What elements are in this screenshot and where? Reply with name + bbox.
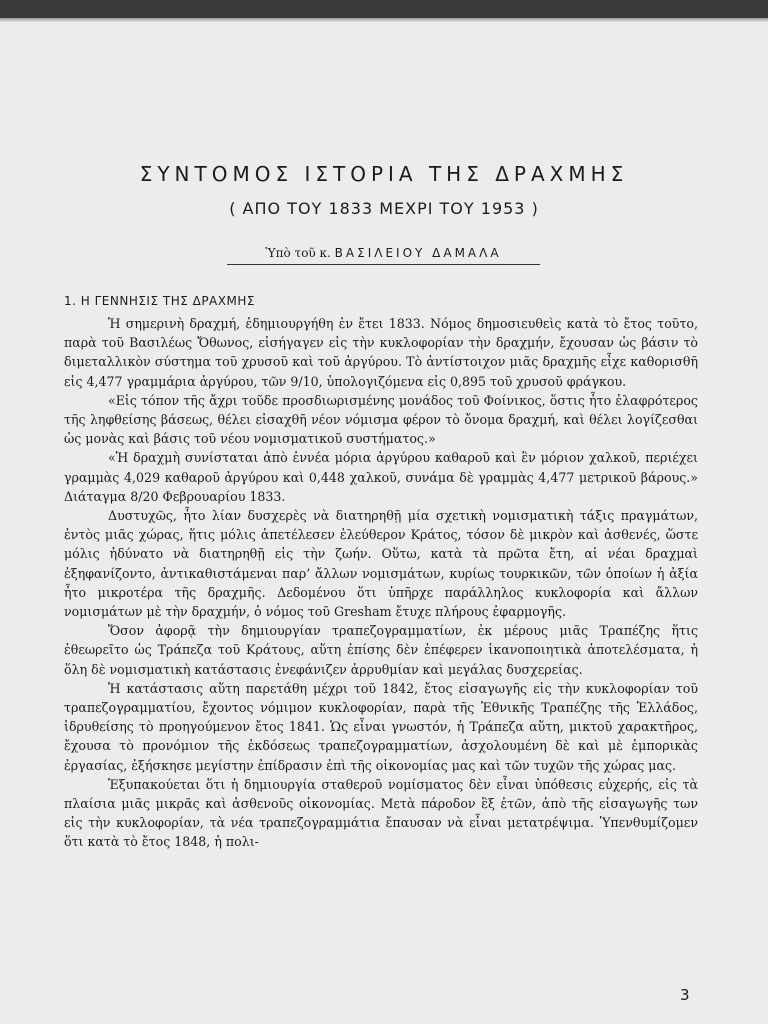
article-body xyxy=(64,314,698,852)
section-heading: 1. Η ΓΕΝΝΗΣΙΣ ΤΗΣ ΔΡΑΧΜΗΣ xyxy=(64,294,255,308)
paragraph: Δυστυχῶς, ἦτο λίαν δυσχερὲς νὰ διατηρηθῇ μία σχετικὴ νομισματικὴ τάξις πραγμάτων, ἐντὸς μιᾶς χώρας, ἥτις μόλις ἀπετέλεσεν ἐλεύθερον Κράτος, τόσον δὲ μικρὸν καὶ ἀσθενές, ὥστε μόλις ἠδύνατο νὰ διατηρηθῇ εἰς τὴν ζωήν. Οὕτω, κατὰ τὰ πρῶτα ἔτη, αἱ νέαι δραχμαὶ ἐξηφανίζοντο, ἀντικαθιστάμεναι παρ’ ἄλλων νομισμάτων, κυρίως τουρκικῶν, τῶν ὁποίων ἡ ἀξία ἦτο μικροτέρα τῆς δραχμῆς. Δεδομένου ὅτι ὑπῆρχε παράλληλος κυκλοφορία καὶ ἄλλων νομισμάτων μὲ τὴν δραχμήν, ὁ νόμος τοῦ Gresham ἔτυχε πλήρους ἐφαρμογῆς. xyxy=(64,508,698,620)
document-page xyxy=(0,22,768,1024)
paragraph: Ἡ σημερινὴ δραχμή, ἐδημιουργήθη ἐν ἔτει 1833. Νόμος δημοσιευθεὶς κατὰ τὸ ἔτος τοῦτο, παρὰ τοῦ Βασιλέως Ὄθωνος, εἰσήγαγεν εἰς τὴν κυκλοφορίαν τὴν δραχμήν, ἔχουσαν ὡς βάσιν τὸ διμεταλλικὸν σύστημα τοῦ χρυσοῦ καὶ τοῦ ἀργύρου. Τὸ ἀντίστοιχον μιᾶς δραχμῆς εἶχε καθορισθῆ εἰς 4,477 γραμμάρια ἀργύρου, τῶν 9/10, ὑπολογιζόμενα εἰς 0,895 τοῦ χρυσοῦ φράγκου. xyxy=(64,316,698,389)
scan-top-border xyxy=(0,0,768,18)
paragraph: Ὅσον ἀφορᾷ τὴν δημιουργίαν τραπεζογραμματίων, ἐκ μέρους μιᾶς Τραπέζης ἥτις ἐθεωρεῖτο ὡς Τράπεζα τοῦ Κράτους, αὕτη ἐπίσης δὲν ἐπέφερεν ἱκανοποιητικὰ ἀποτελέσματα, ἡ ὅλη δὲ νομισματικὴ κατάστασις ἐνεφάνιζεν ἀρρυθμίαν καὶ μεγάλας δυσχερείας. xyxy=(64,623,698,677)
paragraph: Ἡ κατάστασις αὕτη παρετάθη μέχρι τοῦ 1842, ἔτος εἰσαγωγῆς εἰς τὴν κυκλοφορίαν τοῦ τραπεζογραμματίου, ἔχοντος νόμιμον κυκλοφορίαν, παρὰ τῆς Ἐθνικῆς Τραπέζης τῆς Ἑλλάδος, ἱδρυθείσης τὸ προηγούμενον ἔτος 1841. Ὡς εἶναι γνωστόν, ἡ Τράπεζα αὕτη, μικτοῦ χαρακτῆρος, ἔχουσα τὸ προνόμιον τῆς ἐκδόσεως τραπεζογραμματίων, ἀσχολουμένη δὲ καὶ μὲ ἐμπορικὰς ἐργασίας, ἐξήσκησε μεγίστην ἐπίδρασιν ἐπὶ τῆς οἰκονομίας μας καὶ τῶν τυχῶν τῆς χώρας μας. xyxy=(64,680,698,773)
article-subtitle: ( ΑΠΟ ΤΟΥ 1833 ΜΕΧΡΙ ΤΟΥ 1953 ) xyxy=(229,199,539,218)
paragraph: Ἐξυπακούεται ὅτι ἡ δημιουργία σταθεροῦ νομίσματος δὲν εἶναι ὑπόθεσις εὐχερής, εἰς τὰ πλαίσια μιᾶς μικρᾶς καὶ ἀσθενοῦς οἰκονομίας. Μετὰ πάροδον ἓξ ἐτῶν, ἀπὸ τῆς εἰσαγωγῆς των εἰς τὴν κυκλοφορίαν, τὰ νέα τραπεζογραμμάτια ἔπαυσαν νὰ εἶναι μετατρέψιμα. Ὑπενθυμίζομεν ὅτι κατὰ τὸ ἔτος 1848, ἡ πολι- xyxy=(64,776,698,850)
paragraph: «Ἡ δραχμὴ συνίσταται ἀπὸ ἐννέα μόρια ἀργύρου καθαροῦ καὶ ἓν μόριον χαλκοῦ, περιέχει γραμμὰς 4,029 καθαροῦ ἀργύρου καὶ 0,448 χαλκοῦ, συνάμα δὲ γραμμὰς 4,477 μετρικοῦ βάρους.» Διάταγμα 8/20 Φεβρουαρίου 1833. xyxy=(64,450,698,504)
author-name: ΒΑΣΙΛΕΙΟΥ ΔΑΜΑΛΑ xyxy=(334,246,502,260)
paragraph: «Εἰς τόπον τῆς ἄχρι τοῦδε προσδιωρισμένης μονάδος τοῦ Φοίνικος, ὅστις ἦτο ἐλαφρότερος τῆς ληφθείσης βάσεως, θέλει εἰσαχθῆ νέον νόμισμα φέρον τὸ ὄνομα δραχμή, καὶ θέλει λογίζεσθαι ὡς μονὰς καὶ βάσις τοῦ νέου νομισματικοῦ συστήματος.» xyxy=(64,392,698,447)
page-number: 3 xyxy=(680,986,690,1004)
byline-prefix: Ὑπὸ τοῦ κ. xyxy=(265,246,331,260)
byline xyxy=(227,246,540,265)
article-title: ΣΥΝΤΟΜΟΣ ΙΣΤΟΡΙΑ ΤΗΣ ΔΡΑΧΜΗΣ xyxy=(139,162,629,186)
